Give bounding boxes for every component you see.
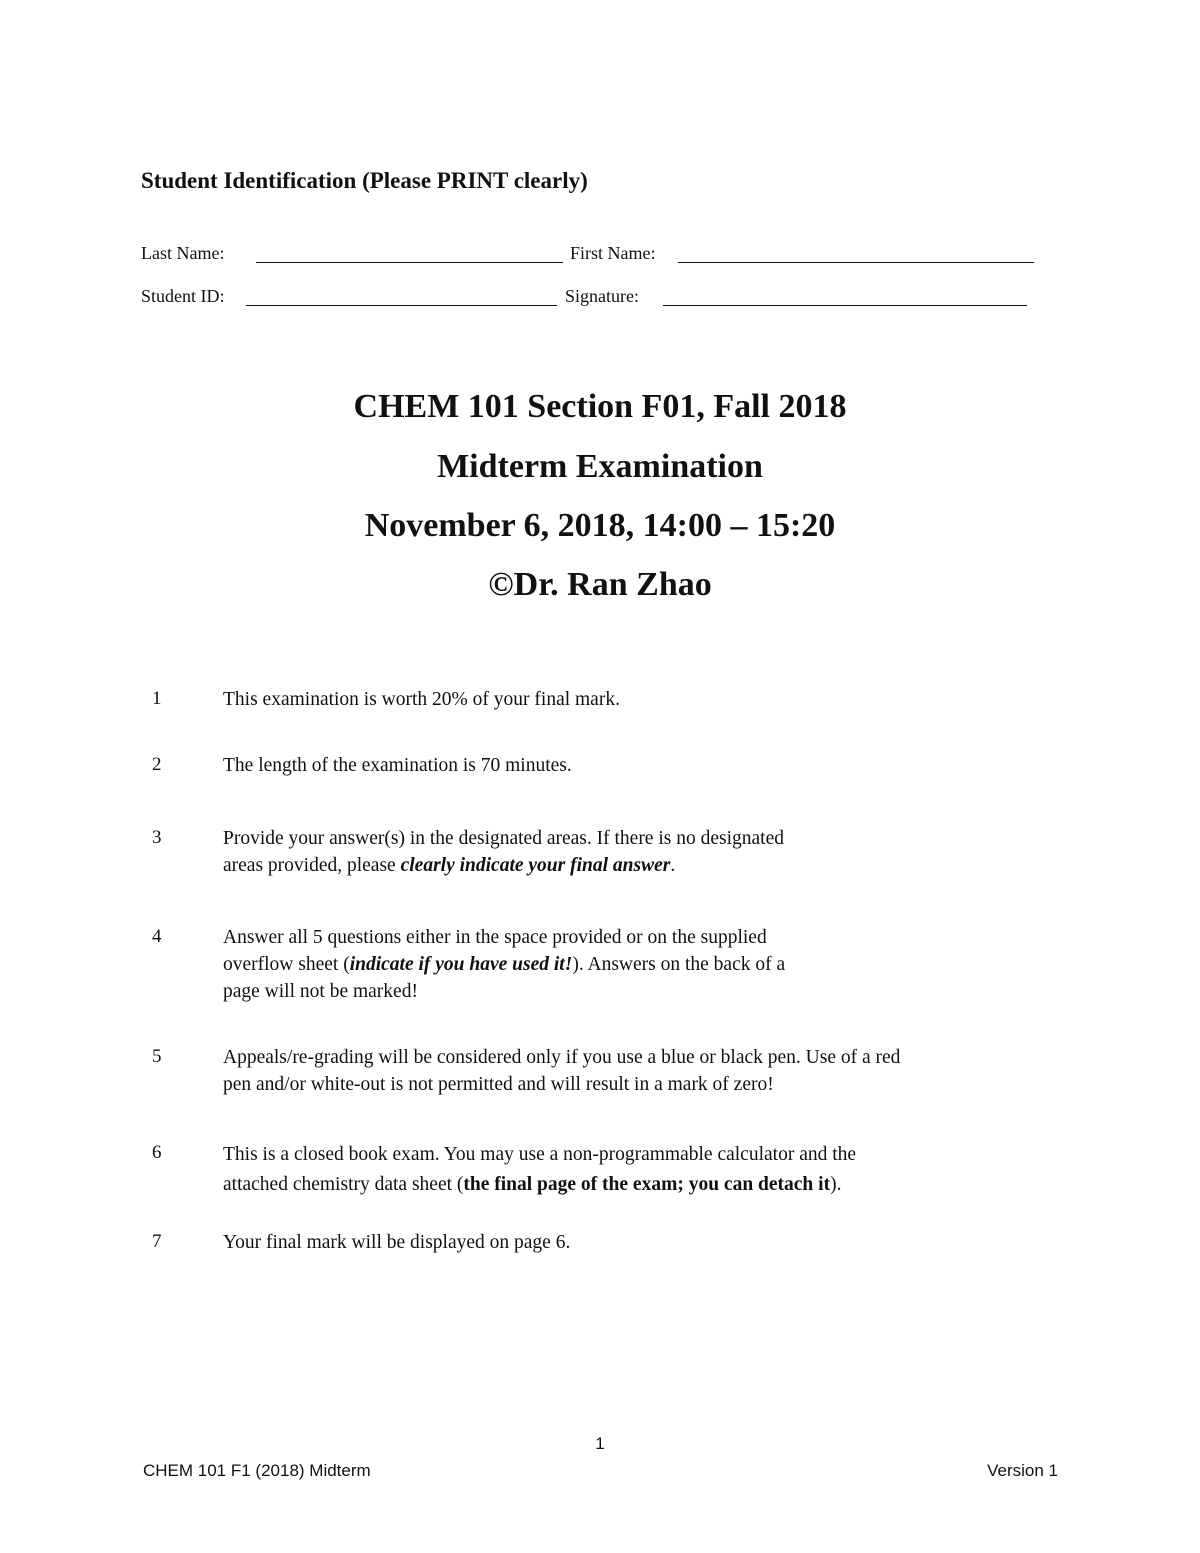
instruction-line: pen and/or white-out is not permitted and will result in a mark of zero! [223, 1074, 774, 1095]
text-run: ). [830, 1174, 842, 1195]
emphasis-text: indicate if you have used it! [349, 954, 573, 975]
text-run: areas provided, please [223, 855, 401, 876]
text-run: ). Answers on the back of a [572, 954, 786, 975]
student-identification-heading: Student Identification (Please PRINT clearly) [141, 168, 588, 193]
text-run: overflow sheet ( [223, 954, 350, 975]
course-title: CHEM 101 Section F01, Fall 2018 [353, 388, 847, 425]
exam-title: Midterm Examination [437, 448, 763, 485]
id-signature-fields-row [141, 286, 1041, 312]
instruction-line: This is a closed book exam. You may use a non-programmable calculator and the [223, 1144, 857, 1165]
instruction-number: 4 [152, 926, 162, 947]
instruction-text [223, 752, 572, 779]
student-id-field[interactable] [246, 305, 557, 306]
instruction-line: The length of the examination is 70 minutes. [223, 755, 572, 776]
instruction-number: 1 [152, 688, 162, 709]
instruction-line: Appeals/re-grading will be considered only if you use a blue or black pen. Use of a red [223, 1047, 901, 1068]
instruction-number: 7 [152, 1231, 162, 1252]
instruction-number: 5 [152, 1046, 162, 1067]
instruction-line [223, 951, 785, 978]
instruction-line: Your final mark will be displayed on page 6. [223, 1232, 571, 1253]
instruction-number: 3 [152, 827, 162, 848]
exam-author: ©Dr. Ran Zhao [488, 566, 712, 603]
last-name-field[interactable] [256, 262, 563, 263]
footer-version-label: Version 1 [987, 1461, 1058, 1480]
instruction-line: Provide your answer(s) in the designated areas. If there is no designated [223, 828, 784, 849]
instruction-text [223, 825, 784, 879]
exam-date-time: November 6, 2018, 14:00 – 15:20 [364, 507, 836, 544]
first-name-field[interactable] [678, 262, 1034, 263]
instruction-text [223, 924, 785, 1005]
first-name-label: First Name: [570, 243, 656, 263]
student-id-label: Student ID: [141, 286, 225, 306]
instruction-line [223, 852, 784, 879]
emphasis-text: clearly indicate your final answer [400, 855, 671, 876]
signature-field[interactable] [663, 305, 1027, 306]
text-run: . [670, 855, 676, 876]
name-fields-row [141, 243, 1041, 269]
instruction-line: Answer all 5 questions either in the space provided or on the supplied [223, 927, 767, 948]
instruction-number: 6 [152, 1142, 162, 1163]
signature-label: Signature: [565, 286, 639, 306]
instruction-number: 2 [152, 754, 162, 775]
instruction-text [223, 1140, 856, 1200]
footer-course-label: CHEM 101 F1 (2018) Midterm [143, 1461, 371, 1480]
instruction-text [223, 1044, 900, 1098]
emphasis-text: the final page of the exam; you can detach it [463, 1174, 831, 1195]
instruction-text [223, 1229, 570, 1256]
text-run: attached chemistry data sheet ( [223, 1174, 464, 1195]
last-name-label: Last Name: [141, 243, 225, 263]
instruction-line: page will not be marked! [223, 981, 418, 1002]
page-number: 1 [595, 1434, 605, 1453]
instruction-line [223, 1170, 856, 1200]
instruction-line: This examination is worth 20% of your final mark. [223, 689, 620, 710]
instruction-text [223, 686, 620, 713]
